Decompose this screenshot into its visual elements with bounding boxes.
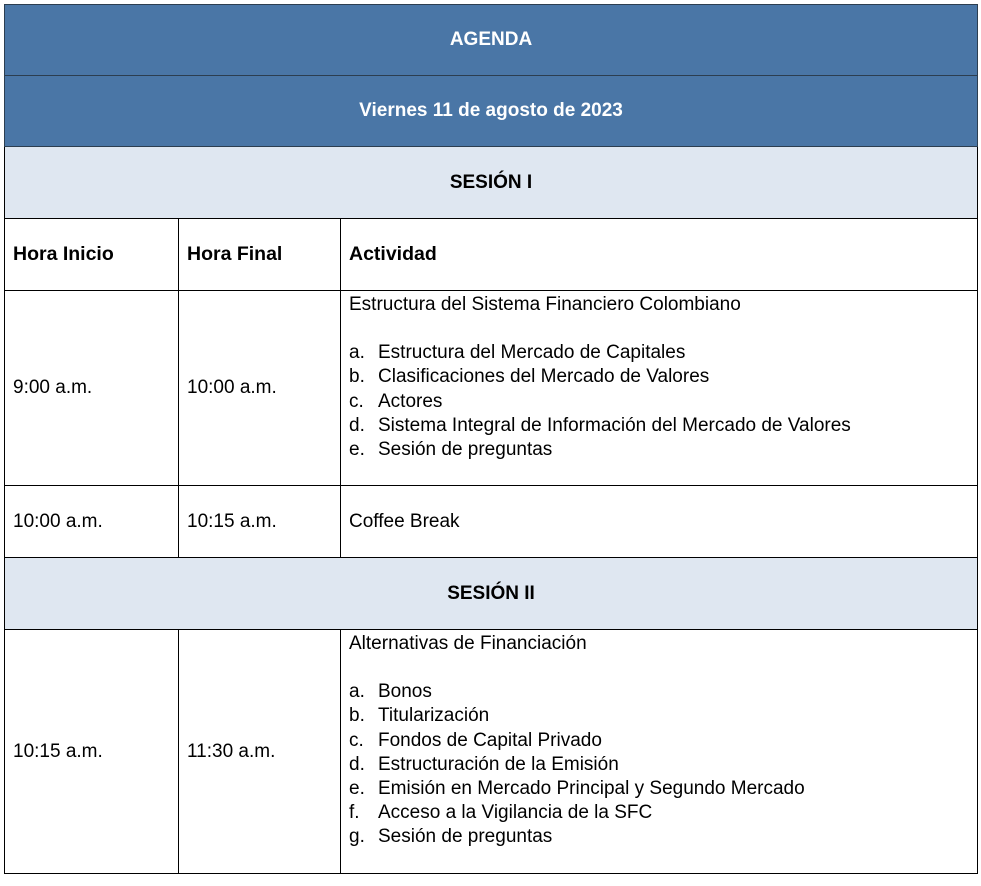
item-letter: e. — [349, 778, 365, 800]
item-letter: d. — [349, 753, 365, 775]
column-header-start: Hora Inicio — [5, 219, 179, 291]
item-text: Emisión en Mercado Principal y Segundo Mercado — [378, 778, 805, 800]
session-label: SESIÓN I — [5, 147, 978, 219]
item-text: Titularización — [378, 705, 490, 727]
agenda-row — [5, 630, 978, 874]
agenda-title: AGENDA — [5, 5, 978, 76]
activity-list — [349, 341, 969, 462]
start-time: 9:00 a.m. — [5, 291, 179, 486]
session-header-1 — [5, 147, 978, 219]
item-letter: b. — [349, 705, 365, 727]
list-item — [349, 365, 969, 389]
item-letter: e. — [349, 439, 365, 461]
item-text: Sesión de preguntas — [378, 826, 553, 848]
column-header-row — [5, 219, 978, 291]
list-item — [349, 753, 969, 777]
activity-cell — [341, 630, 978, 874]
item-text: Fondos de Capital Privado — [378, 729, 602, 751]
item-letter: a. — [349, 681, 365, 703]
list-item — [349, 390, 969, 414]
item-letter: c. — [349, 729, 364, 751]
activity-cell — [341, 291, 978, 486]
item-letter: a. — [349, 342, 365, 364]
item-text: Estructuración de la Emisión — [378, 753, 619, 775]
list-item — [349, 414, 969, 438]
end-time: 10:00 a.m. — [179, 291, 341, 486]
end-time: 10:15 a.m. — [179, 486, 341, 558]
activity-title: Estructura del Sistema Financiero Colombiano — [349, 294, 741, 315]
column-header-end: Hora Final — [179, 219, 341, 291]
list-item — [349, 438, 969, 462]
list-item — [349, 825, 969, 849]
start-time: 10:15 a.m. — [5, 630, 179, 874]
activity-title: Coffee Break — [341, 486, 978, 558]
item-letter: g. — [349, 826, 365, 848]
date-row — [5, 76, 978, 147]
session-label: SESIÓN II — [5, 558, 978, 630]
item-text: Clasificaciones del Mercado de Valores — [378, 366, 710, 388]
agenda-row — [5, 291, 978, 486]
list-item — [349, 341, 969, 365]
item-text: Sistema Integral de Información del Mercado de Valores — [378, 414, 851, 436]
activity-list — [349, 680, 969, 849]
item-letter: c. — [349, 390, 364, 412]
start-time: 10:00 a.m. — [5, 486, 179, 558]
list-item — [349, 704, 969, 728]
column-header-activity: Actividad — [341, 219, 978, 291]
agenda-date: Viernes 11 de agosto de 2023 — [5, 76, 978, 147]
agenda-table — [4, 4, 978, 874]
item-text: Estructura del Mercado de Capitales — [378, 342, 686, 364]
list-item — [349, 729, 969, 753]
agenda-row — [5, 486, 978, 558]
title-row — [5, 5, 978, 76]
list-item — [349, 801, 969, 825]
item-text: Acceso a la Vigilancia de la SFC — [378, 802, 653, 824]
item-letter: f. — [349, 802, 360, 824]
list-item — [349, 680, 969, 704]
session-header-2 — [5, 558, 978, 630]
item-letter: b. — [349, 366, 365, 388]
item-text: Bonos — [378, 681, 432, 703]
activity-title: Alternativas de Financiación — [349, 633, 587, 654]
item-text: Actores — [378, 390, 443, 412]
list-item — [349, 777, 969, 801]
end-time: 11:30 a.m. — [179, 630, 341, 874]
item-text: Sesión de preguntas — [378, 439, 553, 461]
item-letter: d. — [349, 414, 365, 436]
